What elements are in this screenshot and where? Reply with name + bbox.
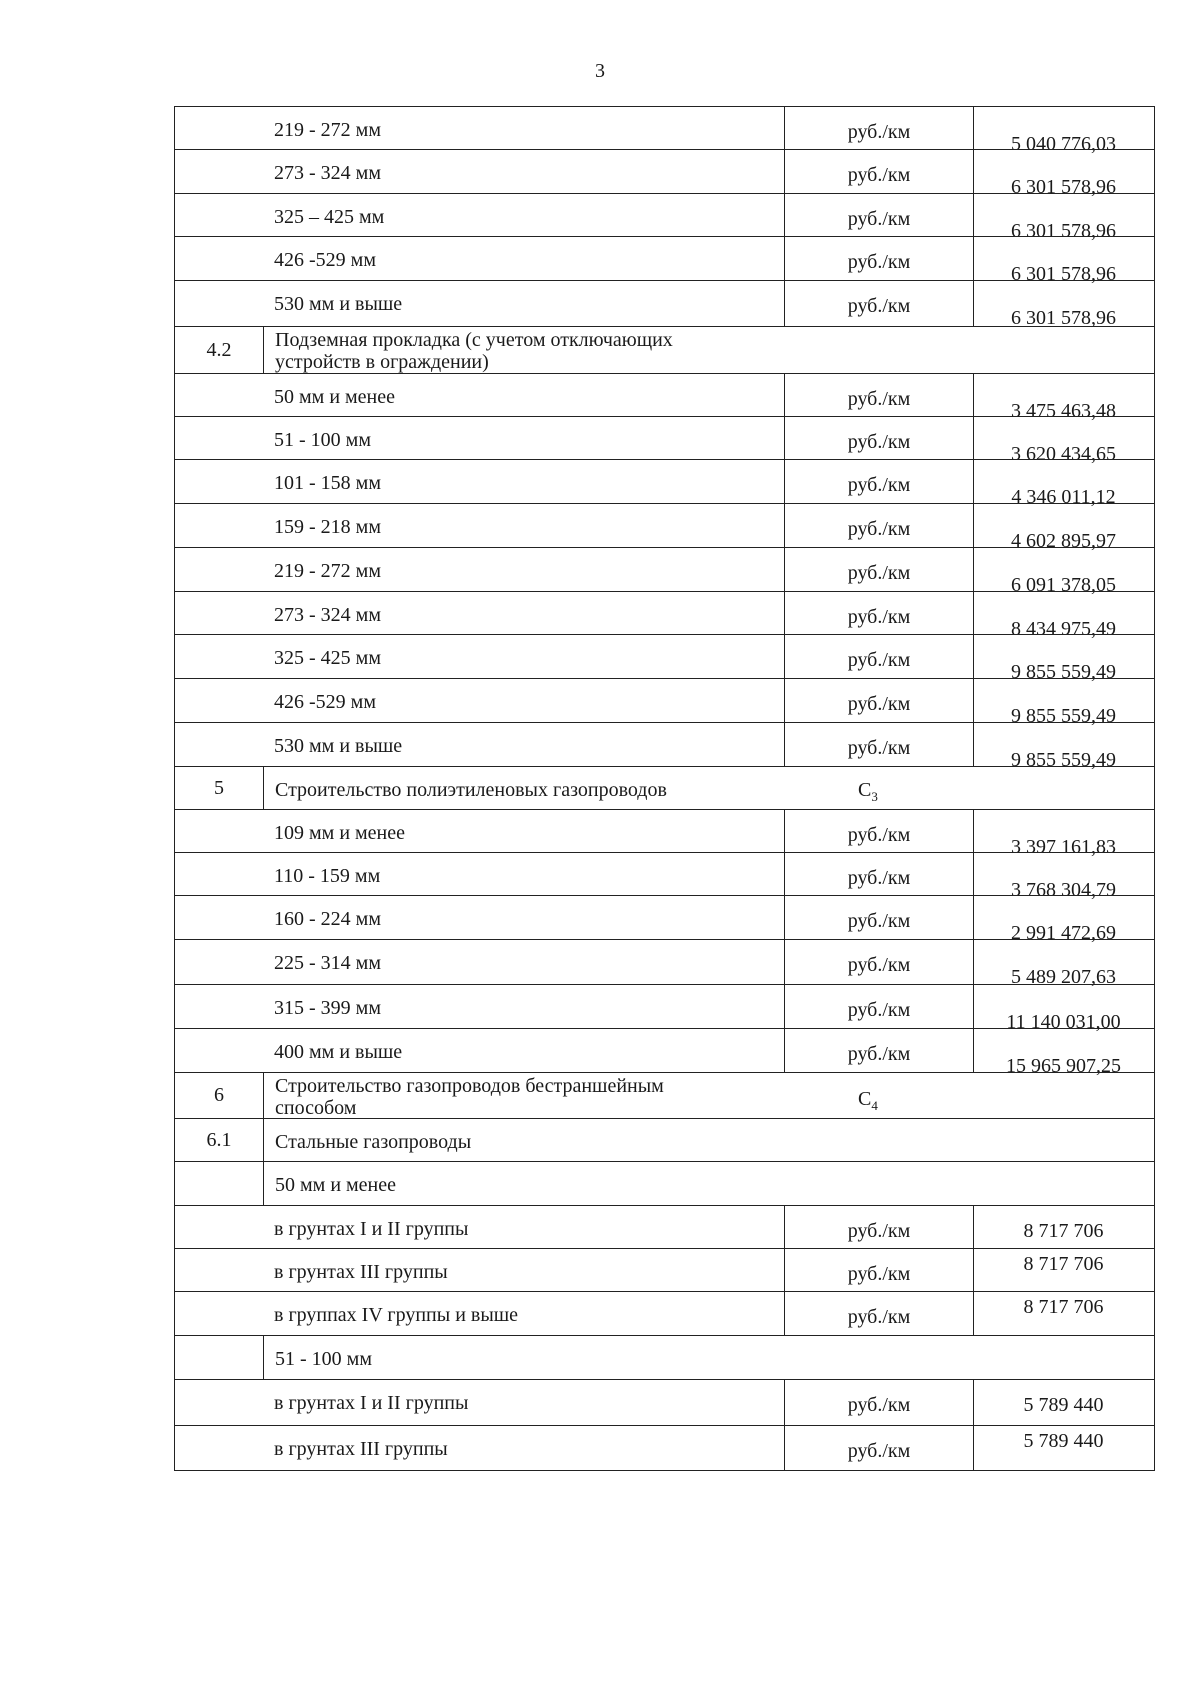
value-cell: 11 140 031,00 (973, 985, 1153, 1028)
row-number (175, 417, 263, 459)
value-cell: 8 717 706 (973, 1206, 1153, 1248)
cost-code-letter: С (858, 1088, 872, 1110)
value-cell: 9 855 559,49 (973, 723, 1153, 766)
value-cell: 8 434 975,49 (973, 592, 1153, 634)
row-name: 160 - 224 мм (274, 908, 381, 930)
unit-cell: руб./км (784, 107, 973, 149)
unit-cell: руб./км (784, 1292, 973, 1335)
unit-cell: руб./км (784, 1380, 973, 1425)
row-name: 50 мм и менее (274, 386, 396, 408)
table-row (174, 852, 1155, 901)
value-cell: 3 768 304,79 (973, 853, 1153, 895)
section-row (174, 766, 1155, 809)
value-cell: 3 475 463,48 (973, 374, 1153, 416)
cost-code (858, 1088, 878, 1114)
table-row (174, 416, 1155, 465)
value-cell: 15 965 907,25 (973, 1029, 1153, 1072)
row-number (175, 1162, 263, 1205)
row-name: 273 - 324 мм (274, 604, 381, 626)
row-number (175, 504, 263, 547)
row-name: 101 - 158 мм (274, 472, 381, 494)
unit-cell: руб./км (784, 374, 973, 416)
row-number (175, 1380, 263, 1425)
row-number (175, 810, 263, 852)
row-name: 400 мм и выше (274, 1041, 403, 1063)
page-number: 3 (595, 60, 605, 82)
table-row (174, 236, 1155, 285)
value-cell: 6 301 578,96 (973, 281, 1153, 326)
row-number: 6.1 (206, 1128, 232, 1151)
value-cell: 9 855 559,49 (973, 635, 1153, 678)
value-cell: 8 717 706 (973, 1249, 1153, 1291)
value-cell: 6 301 578,96 (973, 194, 1153, 236)
table-row (174, 1248, 1155, 1291)
section-row (174, 1118, 1155, 1161)
unit-cell: руб./км (784, 896, 973, 939)
row-number (175, 237, 263, 280)
row-name: 50 мм и менее (263, 1162, 1153, 1205)
table-row (174, 280, 1155, 329)
row-number (175, 281, 263, 326)
table-row (174, 1291, 1155, 1335)
row-number (175, 194, 263, 236)
section-row (174, 326, 1155, 373)
unit-cell: руб./км (784, 985, 973, 1028)
value-cell: 5 040 776,03 (973, 107, 1153, 149)
row-name: Строительство полиэтиленовых газопроводов (263, 767, 1153, 809)
row-name: 51 - 100 мм (263, 1336, 1153, 1379)
row-name: 159 - 218 мм (274, 516, 381, 538)
unit-cell: руб./км (784, 940, 973, 984)
row-name: в грунтах I и II группы (274, 1218, 469, 1240)
value-cell: 4 602 895,97 (973, 504, 1153, 547)
table-row (174, 634, 1155, 683)
row-name: 225 - 314 мм (274, 952, 381, 974)
unit-cell: руб./км (784, 853, 973, 895)
unit-cell: руб./км (784, 810, 973, 852)
value-cell: 4 346 011,12 (973, 460, 1153, 503)
row-number (175, 592, 263, 634)
unit-cell: руб./км (784, 1249, 973, 1291)
unit-cell: руб./км (784, 723, 973, 766)
table-row (174, 591, 1155, 640)
unit-cell: руб./км (784, 1029, 973, 1072)
table-row (174, 1379, 1155, 1425)
unit-cell: руб./км (784, 150, 973, 193)
table-row (174, 149, 1155, 198)
row-name: 426 -529 мм (274, 691, 376, 713)
row-number (175, 896, 263, 939)
row-name: 51 - 100 мм (274, 429, 371, 451)
value-cell: 6 301 578,96 (973, 237, 1153, 280)
table-row (174, 895, 1155, 944)
row-number (175, 985, 263, 1028)
table-row (174, 503, 1155, 552)
row-number (175, 940, 263, 984)
row-name: 325 - 425 мм (274, 647, 381, 669)
cost-code-subscript: 3 (871, 789, 878, 804)
row-number (175, 107, 263, 149)
unit-cell: руб./км (784, 417, 973, 459)
value-cell: 6 301 578,96 (973, 150, 1153, 193)
value-cell: 8 717 706 (973, 1292, 1153, 1335)
row-name: в группах IV группы и выше (274, 1304, 519, 1326)
subhead-row (174, 1161, 1155, 1205)
unit-cell: руб./км (784, 194, 973, 236)
unit-cell: руб./км (784, 1206, 973, 1248)
row-number (175, 374, 263, 416)
value-cell: 5 789 440 (973, 1380, 1153, 1425)
row-number (175, 460, 263, 503)
value-cell: 5 789 440 (973, 1426, 1153, 1470)
row-name: Подземная прокладка (с учетом отключающих устройств в ограждении) (263, 327, 683, 373)
table-row (174, 373, 1155, 422)
table-row (174, 939, 1155, 988)
row-number (175, 723, 263, 766)
unit-cell: руб./км (784, 548, 973, 591)
row-number: 6 (214, 1084, 224, 1106)
table-row (174, 1425, 1155, 1471)
row-number (175, 1249, 263, 1291)
row-name: 273 - 324 мм (274, 162, 381, 184)
value-cell: 5 489 207,63 (973, 940, 1153, 984)
row-name: 325 – 425 мм (274, 206, 385, 228)
value-cell: 2 991 472,69 (973, 896, 1153, 939)
row-number (175, 853, 263, 895)
row-number (175, 635, 263, 678)
table-row (174, 678, 1155, 727)
table-row (174, 459, 1155, 508)
unit-cell: руб./км (784, 237, 973, 280)
value-cell: 3 397 161,83 (973, 810, 1153, 852)
row-number (175, 150, 263, 193)
row-number (175, 548, 263, 591)
table-row (174, 193, 1155, 242)
row-number: 5 (214, 776, 224, 799)
cost-code (858, 779, 878, 805)
unit-cell: руб./км (784, 592, 973, 634)
row-name: 219 - 272 мм (274, 560, 381, 582)
table-row (174, 1205, 1155, 1248)
subhead-row (174, 1335, 1155, 1379)
unit-cell: руб./км (784, 281, 973, 326)
row-name: 109 мм и менее (274, 822, 406, 844)
row-number (175, 679, 263, 722)
unit-cell: руб./км (784, 635, 973, 678)
row-name: Стальные газопроводы (263, 1119, 1153, 1161)
tariff-table (174, 106, 1155, 1471)
value-cell: 9 855 559,49 (973, 679, 1153, 722)
row-name: 219 - 272 мм (274, 119, 381, 141)
table-row (174, 722, 1155, 771)
row-number: 4.2 (206, 338, 232, 361)
value-cell: 6 091 378,05 (973, 548, 1153, 591)
unit-cell: руб./км (784, 1426, 973, 1470)
table-row (174, 1028, 1155, 1077)
unit-cell: руб./км (784, 679, 973, 722)
cost-code-subscript: 4 (871, 1098, 878, 1113)
row-name: в грунтах III группы (274, 1438, 448, 1460)
table-row (174, 984, 1155, 1033)
cost-code-letter: С (858, 779, 872, 801)
row-number (175, 1426, 263, 1470)
row-number (175, 1336, 263, 1379)
section-row (174, 1072, 1155, 1118)
row-number (175, 1206, 263, 1248)
row-name: 315 - 399 мм (274, 997, 381, 1019)
unit-cell: руб./км (784, 504, 973, 547)
unit-cell: руб./км (784, 460, 973, 503)
table-row (174, 106, 1155, 155)
value-cell: 3 620 434,65 (973, 417, 1153, 459)
table-row (174, 547, 1155, 596)
row-name: Строительство газопроводов бестраншейным способом (263, 1073, 683, 1118)
row-number (175, 1292, 263, 1335)
row-name: 530 мм и выше (274, 293, 403, 315)
row-name: 426 -529 мм (274, 249, 376, 271)
row-name: 110 - 159 мм (274, 865, 381, 887)
row-number (175, 1029, 263, 1072)
row-name: 530 мм и выше (274, 735, 403, 757)
table-row (174, 809, 1155, 858)
row-name: в грунтах I и II группы (274, 1392, 469, 1414)
row-name: в грунтах III группы (274, 1261, 448, 1283)
